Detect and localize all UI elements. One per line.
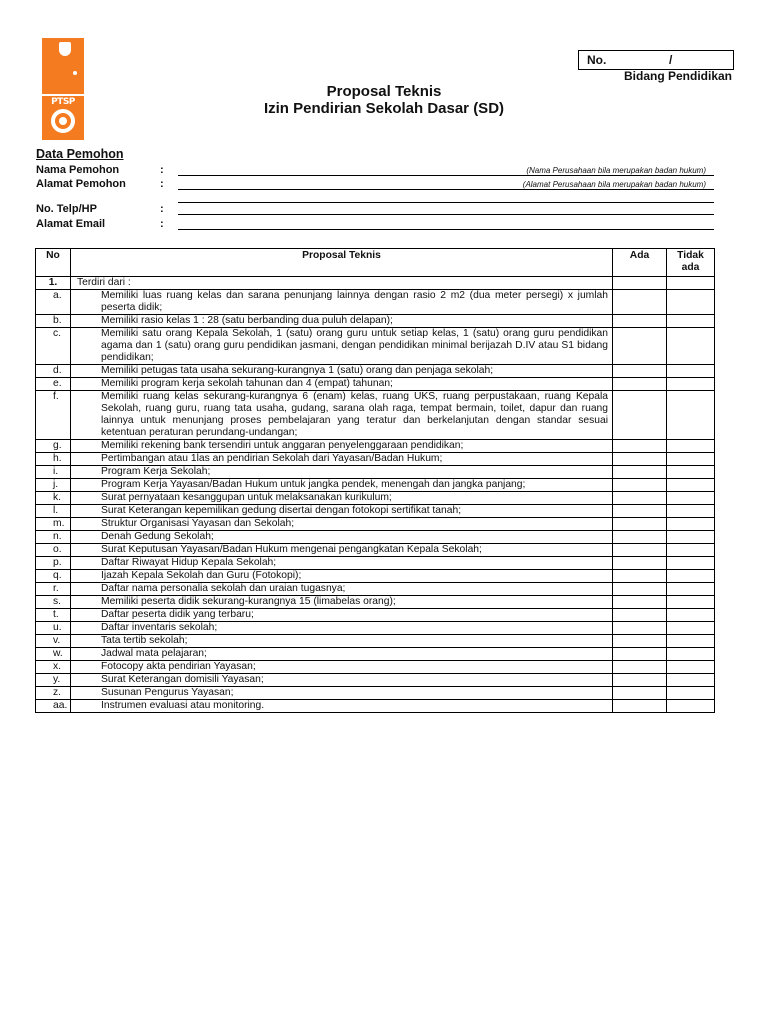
- header-ada: Ada: [613, 249, 667, 277]
- document-subtitle: Izin Pendirian Sekolah Dasar (SD): [263, 100, 505, 117]
- requirement-text: Fotocopy akta pendirian Yayasan;: [101, 661, 256, 672]
- table-row: [36, 635, 715, 648]
- requirement-text: Memiliki luas ruang kelas dan sarana penunjang lainnya dengan rasio 2 m2 (dua meter persegi) x jumlah peserta didik;: [101, 290, 608, 313]
- requirement-item: [53, 661, 608, 673]
- tidak-ada-cell[interactable]: [667, 544, 715, 557]
- requirement-cell: [53, 622, 613, 635]
- ada-cell[interactable]: [613, 328, 667, 365]
- ada-cell[interactable]: [613, 378, 667, 391]
- tidak-ada-cell[interactable]: [667, 453, 715, 466]
- requirement-cell: [53, 687, 613, 700]
- tidak-ada-cell[interactable]: [667, 622, 715, 635]
- number-separator: /: [669, 53, 673, 67]
- requirement-text: Memiliki petugas tata usaha sekurang-kurangnya 1 (satu) orang dan penjaga sekolah;: [101, 365, 494, 376]
- number-label: No.: [587, 53, 607, 67]
- tidak-ada-cell[interactable]: [667, 674, 715, 687]
- field-colon: :: [160, 164, 164, 176]
- requirement-item: [53, 518, 608, 530]
- crest-shape: [59, 42, 71, 56]
- group-title-text: Terdiri dari :: [77, 277, 131, 288]
- ada-cell[interactable]: [613, 583, 667, 596]
- requirement-text: Surat Keterangan domisili Yayasan;: [101, 674, 264, 685]
- requirement-letter: k.: [53, 492, 62, 503]
- ada-cell[interactable]: [613, 674, 667, 687]
- ada-cell[interactable]: [613, 609, 667, 622]
- requirement-cell: [53, 315, 613, 328]
- field-label: Alamat Email: [36, 218, 106, 230]
- requirement-cell: [53, 391, 613, 440]
- header-proposal: Proposal Teknis: [71, 249, 613, 277]
- table-row: [36, 570, 715, 583]
- department-label: Bidang Pendidikan: [623, 69, 732, 83]
- requirement-letter: o.: [53, 544, 62, 555]
- requirement-text: Denah Gedung Sekolah;: [101, 531, 214, 542]
- requirement-cell: [53, 290, 613, 315]
- requirement-item: [53, 570, 608, 582]
- requirement-text: Memiliki rekening bank tersendiri untuk anggaran penyelenggaraan pendidikan;: [101, 440, 464, 451]
- ada-cell[interactable]: [613, 466, 667, 479]
- requirement-cell: [53, 635, 613, 648]
- requirement-item: [53, 328, 608, 364]
- field-line: [178, 229, 714, 230]
- table-row: [36, 674, 715, 687]
- requirement-item: [53, 700, 608, 712]
- tidak-ada-cell[interactable]: [667, 290, 715, 315]
- emblem-dot: [73, 71, 77, 75]
- requirement-cell: [53, 596, 613, 609]
- tidak-ada-cell[interactable]: [667, 570, 715, 583]
- table-row: [36, 518, 715, 531]
- table-row: [36, 531, 715, 544]
- table-row: [36, 596, 715, 609]
- tidak-ada-cell[interactable]: [667, 648, 715, 661]
- applicant-phone-field[interactable]: [36, 203, 714, 217]
- header-tidak-ada: Tidak ada: [667, 249, 715, 277]
- requirement-item: [53, 583, 608, 595]
- requirement-item: [53, 687, 608, 699]
- requirement-letter: j.: [53, 479, 59, 490]
- table-row: [36, 622, 715, 635]
- ada-cell[interactable]: [613, 622, 667, 635]
- requirement-text: Daftar Riwayat Hidup Kepala Sekolah;: [101, 557, 277, 568]
- tidak-ada-cell[interactable]: [667, 557, 715, 570]
- table-row: [36, 315, 715, 328]
- requirement-text: Surat pernyataan kesanggupan untuk melaksanakan kurikulum;: [101, 492, 392, 503]
- requirement-item: [53, 290, 608, 314]
- requirement-text: Daftar peserta didik yang terbaru;: [101, 609, 254, 620]
- requirement-letter: i.: [53, 466, 59, 477]
- tidak-ada-cell[interactable]: [667, 277, 715, 290]
- document-number-box: [578, 50, 734, 70]
- requirement-item: [53, 315, 608, 327]
- requirement-item: [53, 531, 608, 543]
- requirement-item: [53, 391, 608, 439]
- requirement-letter: v.: [53, 635, 61, 646]
- requirement-text: Program Kerja Sekolah;: [101, 466, 211, 477]
- requirement-letter: aa.: [53, 700, 68, 711]
- requirement-cell: [53, 700, 613, 713]
- requirement-cell: [53, 378, 613, 391]
- requirement-item: [53, 453, 608, 465]
- table-row: [36, 378, 715, 391]
- tidak-ada-cell[interactable]: [667, 518, 715, 531]
- tidak-ada-cell[interactable]: [667, 391, 715, 440]
- table-row: [36, 391, 715, 440]
- applicant-email-field[interactable]: [36, 218, 714, 232]
- tidak-ada-cell[interactable]: [667, 378, 715, 391]
- requirement-letter: h.: [53, 453, 62, 464]
- table-row: [36, 700, 715, 713]
- ada-cell[interactable]: [613, 544, 667, 557]
- requirement-item: [53, 378, 608, 390]
- requirement-cell: [53, 505, 613, 518]
- requirement-text: Program Kerja Yayasan/Badan Hukum untuk jangka pendek, menengah dan jangka panjang;: [101, 479, 526, 490]
- ada-cell[interactable]: [613, 687, 667, 700]
- ada-cell[interactable]: [613, 531, 667, 544]
- table-row: [36, 583, 715, 596]
- ada-cell[interactable]: [613, 290, 667, 315]
- field-hint: (Nama Perusahaan bila merupakan badan hukum): [526, 166, 706, 175]
- requirement-text: Surat Keterangan kepemilikan gedung disertai dengan fotokopi sertifikat tanah;: [101, 505, 462, 516]
- tidak-ada-cell[interactable]: [667, 596, 715, 609]
- requirement-item: [53, 365, 608, 377]
- requirement-text: Memiliki peserta didik sekurang-kurangnya 15 (limabelas orang);: [101, 596, 396, 607]
- requirement-text: Ijazah Kepala Sekolah dan Guru (Fotokopi);: [101, 570, 302, 581]
- field-hint: (Alamat Perusahaan bila merupakan badan hukum): [522, 180, 706, 189]
- requirement-cell: [53, 466, 613, 479]
- ada-cell[interactable]: [613, 277, 667, 290]
- document-title: Proposal Teknis: [326, 83, 442, 100]
- requirement-letter: a.: [53, 290, 62, 301]
- applicant-section-title: Data Pemohon: [36, 147, 124, 161]
- ada-cell[interactable]: [613, 596, 667, 609]
- ada-cell[interactable]: [613, 479, 667, 492]
- table-row: [36, 290, 715, 315]
- table-row: [36, 648, 715, 661]
- requirement-cell: [53, 583, 613, 596]
- requirement-item: [53, 622, 608, 634]
- requirement-item: [53, 635, 608, 647]
- requirement-letter: g.: [53, 440, 62, 451]
- tidak-ada-cell[interactable]: [667, 687, 715, 700]
- requirement-text: Susunan Pengurus Yayasan;: [101, 687, 234, 698]
- table-row: [36, 453, 715, 466]
- group-title: [71, 277, 613, 290]
- requirement-item: [53, 557, 608, 569]
- field-colon: :: [160, 218, 164, 230]
- table-row: [36, 440, 715, 453]
- requirement-item: [53, 466, 608, 478]
- requirement-letter: z.: [53, 687, 62, 698]
- requirement-letter: u.: [53, 622, 62, 633]
- tidak-ada-cell[interactable]: [667, 700, 715, 713]
- requirement-letter: t.: [53, 609, 59, 620]
- requirement-cell: [53, 518, 613, 531]
- requirement-item: [53, 492, 608, 504]
- requirement-text: Memiliki ruang kelas sekurang-kurangnya 6 (enam) kelas, ruang UKS, ruang perpustakaan, ruang Kepala Sekolah, ruang guru, ruang tata usaha, gudang, sarana olah raga, tempat bermain, toilet, dapur dan ruang lainnya untuk menunjang proses pembelajaran yang teratur dan berkelanjutan dengan standar sesuai ketentuan peraturan perundang-undangan;: [101, 391, 608, 438]
- sun-core: [59, 117, 67, 125]
- tidak-ada-cell[interactable]: [667, 609, 715, 622]
- field-label: No. Telp/HP: [36, 203, 97, 215]
- requirement-cell: [53, 661, 613, 674]
- table-header-row: [36, 249, 715, 277]
- ada-cell[interactable]: [613, 700, 667, 713]
- requirement-letter: b.: [53, 315, 62, 326]
- field-colon: :: [160, 203, 164, 215]
- requirement-cell: [53, 492, 613, 505]
- tidak-ada-cell[interactable]: [667, 328, 715, 365]
- tidak-ada-cell[interactable]: [667, 505, 715, 518]
- requirement-item: [53, 609, 608, 621]
- requirement-text: Instrumen evaluasi atau monitoring.: [101, 700, 265, 711]
- ada-cell[interactable]: [613, 518, 667, 531]
- group-number: 1.: [36, 277, 71, 290]
- tidak-ada-cell[interactable]: [667, 440, 715, 453]
- requirement-text: Pertimbangan atau 1las an pendirian Sekolah dari Yayasan/Badan Hukum;: [101, 453, 443, 464]
- requirement-letter: x.: [53, 661, 62, 672]
- field-label: Nama Pemohon: [36, 164, 120, 176]
- applicant-address-field[interactable]: [36, 178, 714, 192]
- requirement-letter: f.: [53, 391, 59, 402]
- requirement-text: Memiliki satu orang Kepala Sekolah, 1 (satu) orang guru untuk setiap kelas, 1 (satu) orang guru pendidikan agama dan 1 (satu) orang guru pendidikan jasmani, dengan pendidikan minimal berijazah D.IV atau S1 bidang pendidikan;: [101, 328, 608, 363]
- requirement-cell: [53, 557, 613, 570]
- ada-cell[interactable]: [613, 661, 667, 674]
- ada-cell[interactable]: [613, 391, 667, 440]
- table-row: [36, 609, 715, 622]
- requirement-cell: [53, 479, 613, 492]
- requirement-text: Memiliki rasio kelas 1 : 28 (satu berbanding dua puluh delapan);: [101, 315, 393, 326]
- requirement-cell: [53, 570, 613, 583]
- field-colon: :: [160, 178, 164, 190]
- requirement-letter: c.: [53, 328, 62, 339]
- ada-cell[interactable]: [613, 635, 667, 648]
- table-row: [36, 661, 715, 674]
- table-row: [36, 492, 715, 505]
- applicant-name-field[interactable]: [36, 164, 714, 178]
- table-row: [36, 479, 715, 492]
- requirement-letter: l.: [53, 505, 59, 516]
- requirement-item: [53, 648, 608, 660]
- requirement-letter: d.: [53, 365, 62, 376]
- requirement-letter: e.: [53, 378, 62, 389]
- requirement-cell: [53, 365, 613, 378]
- requirement-text: Memiliki program kerja sekolah tahunan dan 4 (empat) tahunan;: [101, 378, 393, 389]
- table-body: [36, 277, 715, 713]
- requirement-letter: m.: [53, 518, 65, 529]
- requirement-text: Surat Keputusan Yayasan/Badan Hukum mengenai pengangkatan Kepala Sekolah;: [101, 544, 482, 555]
- tidak-ada-cell[interactable]: [667, 583, 715, 596]
- requirement-cell: [53, 648, 613, 661]
- tidak-ada-cell[interactable]: [667, 492, 715, 505]
- table-row: [36, 557, 715, 570]
- technical-proposal-table: [35, 248, 715, 713]
- tidak-ada-cell[interactable]: [667, 315, 715, 328]
- requirement-letter: r.: [53, 583, 59, 594]
- ada-cell[interactable]: [613, 492, 667, 505]
- requirement-item: [53, 674, 608, 686]
- requirement-cell: [53, 544, 613, 557]
- ada-cell[interactable]: [613, 453, 667, 466]
- requirement-item: [53, 596, 608, 608]
- tidak-ada-cell[interactable]: [667, 466, 715, 479]
- requirement-item: [53, 544, 608, 556]
- header-no: No: [36, 249, 71, 277]
- requirement-cell: [53, 453, 613, 466]
- requirement-text: Tata tertib sekolah;: [101, 635, 188, 646]
- ada-cell[interactable]: [613, 648, 667, 661]
- table-row: [36, 505, 715, 518]
- table-row: [36, 544, 715, 557]
- requirement-cell: [53, 674, 613, 687]
- requirement-letter: q.: [53, 570, 62, 581]
- ada-cell[interactable]: [613, 365, 667, 378]
- table-row: [36, 328, 715, 365]
- requirement-letter: n.: [53, 531, 62, 542]
- requirement-item: [53, 440, 608, 452]
- field-label: Alamat Pemohon: [36, 178, 126, 190]
- ada-cell[interactable]: [613, 315, 667, 328]
- requirement-cell: [53, 609, 613, 622]
- requirement-text: Jadwal mata pelajaran;: [101, 648, 207, 659]
- requirement-letter: s.: [53, 596, 62, 607]
- requirement-letter: y.: [53, 674, 61, 685]
- requirement-letter: p.: [53, 557, 62, 568]
- ada-cell[interactable]: [613, 570, 667, 583]
- ada-cell[interactable]: [613, 557, 667, 570]
- field-line: [178, 175, 714, 176]
- logo-text: PTSP: [51, 97, 75, 107]
- table-row: [36, 466, 715, 479]
- table-row: [36, 687, 715, 700]
- requirement-text: Daftar inventaris sekolah;: [101, 622, 218, 633]
- requirement-text: Daftar nama personalia sekolah dan uraian tugasnya;: [101, 583, 346, 594]
- requirement-letter: w.: [53, 648, 63, 659]
- ada-cell[interactable]: [613, 505, 667, 518]
- tidak-ada-cell[interactable]: [667, 365, 715, 378]
- tidak-ada-cell[interactable]: [667, 635, 715, 648]
- field-line: [178, 214, 714, 215]
- requirement-cell: [53, 328, 613, 365]
- tidak-ada-cell[interactable]: [667, 661, 715, 674]
- requirement-text: Struktur Organisasi Yayasan dan Sekolah;: [101, 518, 295, 529]
- requirement-item: [53, 505, 608, 517]
- tidak-ada-cell[interactable]: [667, 531, 715, 544]
- requirement-cell: [53, 440, 613, 453]
- group-row: [36, 277, 715, 290]
- requirement-item: [53, 479, 608, 491]
- table-row: [36, 365, 715, 378]
- tidak-ada-cell[interactable]: [667, 479, 715, 492]
- requirement-cell: [53, 531, 613, 544]
- field-line: [178, 189, 714, 190]
- ada-cell[interactable]: [613, 440, 667, 453]
